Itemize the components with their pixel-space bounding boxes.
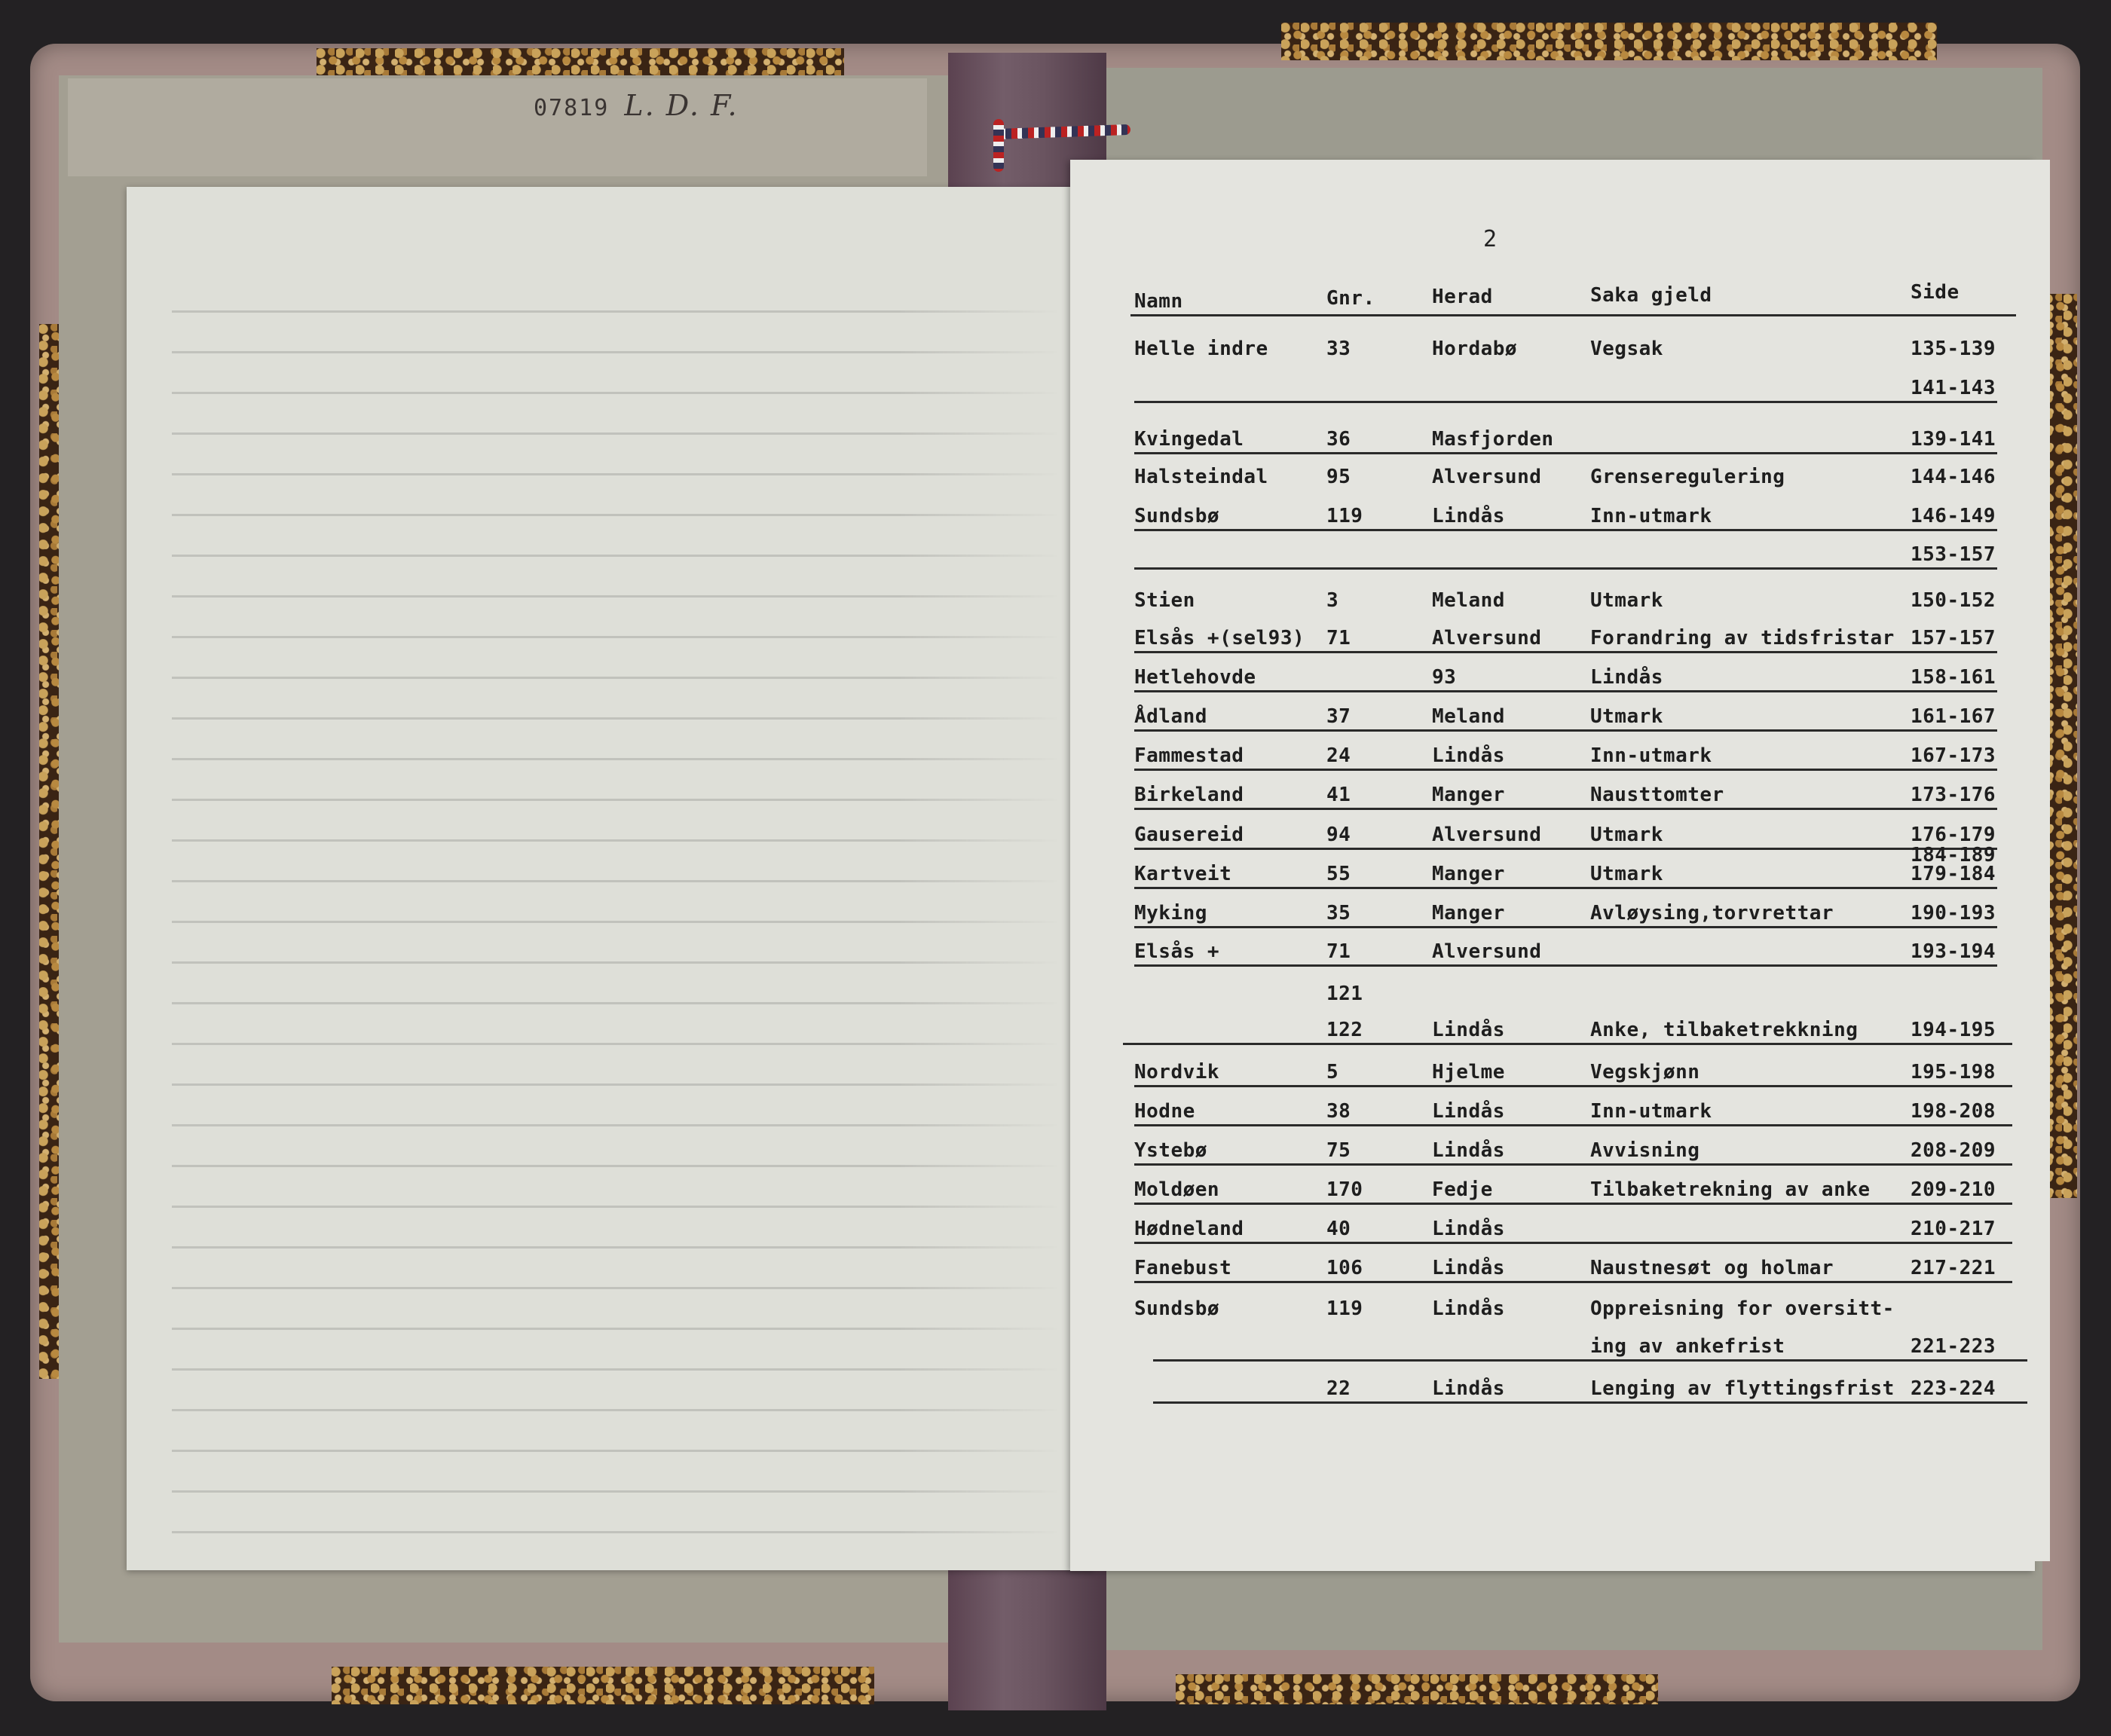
row-12-herad: Alversund bbox=[1432, 824, 1542, 846]
row-25-saka: Oppreisning for oversitt- bbox=[1590, 1297, 1895, 1320]
row-rule bbox=[1134, 769, 1997, 771]
marbled-edge-bottom-right bbox=[1176, 1674, 1658, 1704]
row-8-name: Hetlehovde bbox=[1134, 666, 1256, 689]
row-6-gnr: 3 bbox=[1326, 589, 1339, 612]
row-0-name: Helle indre bbox=[1134, 338, 1268, 360]
row-23-gnr: 40 bbox=[1326, 1218, 1351, 1240]
row-rule bbox=[1134, 452, 1997, 454]
row-19-herad: Hjelme bbox=[1432, 1061, 1505, 1083]
row-3-gnr: 95 bbox=[1326, 466, 1351, 488]
row-3-name: Halsteindal bbox=[1134, 466, 1268, 488]
row-23-herad: Lindås bbox=[1432, 1218, 1505, 1240]
marbled-edge-top-right bbox=[1281, 23, 1937, 60]
row-23-name: Hødneland bbox=[1134, 1218, 1244, 1240]
left-sheet bbox=[127, 187, 1093, 1570]
row-16-herad: Alversund bbox=[1432, 940, 1542, 963]
row-4-herad: Lindås bbox=[1432, 505, 1505, 527]
row-rule bbox=[1134, 1085, 2012, 1087]
row-27-saka: Lenging av flyttingsfrist bbox=[1590, 1377, 1895, 1400]
row-9-gnr: 37 bbox=[1326, 705, 1351, 728]
row-25-name: Sundsbø bbox=[1134, 1297, 1220, 1320]
row-10-gnr: 24 bbox=[1326, 744, 1351, 767]
row-rule bbox=[1134, 808, 1997, 810]
row-26-side: 221-223 bbox=[1911, 1335, 1996, 1358]
row-25-herad: Lindås bbox=[1432, 1297, 1505, 1320]
row-27-gnr: 22 bbox=[1326, 1377, 1351, 1400]
row-rule bbox=[1123, 1043, 2012, 1045]
row-6-herad: Meland bbox=[1432, 589, 1505, 612]
marbled-edge-bottom bbox=[332, 1667, 874, 1704]
row-rule bbox=[1134, 529, 1997, 531]
row-15-name: Myking bbox=[1134, 902, 1207, 925]
row-24-herad: Lindås bbox=[1432, 1257, 1505, 1279]
row-26-saka: ing av ankefrist bbox=[1590, 1335, 1785, 1358]
row-0-herad: Hordabø bbox=[1432, 338, 1518, 360]
header-name: Namn bbox=[1134, 290, 1183, 313]
row-rule bbox=[1134, 1203, 2012, 1205]
row-14-side: 179-184 bbox=[1911, 863, 1996, 885]
row-11-saka: Nausttomter bbox=[1590, 784, 1724, 806]
shelfmark-initials: L. D. F. bbox=[624, 89, 739, 122]
row-rule bbox=[1134, 926, 1997, 928]
row-4-side: 146-149 bbox=[1911, 505, 1996, 527]
row-10-name: Fammestad bbox=[1134, 744, 1244, 767]
row-rule bbox=[1134, 1163, 2012, 1166]
row-11-gnr: 41 bbox=[1326, 784, 1351, 806]
row-19-gnr: 5 bbox=[1326, 1061, 1339, 1083]
row-rule bbox=[1153, 1401, 2027, 1404]
row-20-side: 198-208 bbox=[1911, 1100, 1996, 1123]
row-19-saka: Vegskjønn bbox=[1590, 1061, 1700, 1083]
row-14-herad: Manger bbox=[1432, 863, 1505, 885]
row-22-saka: Tilbaketrekning av anke bbox=[1590, 1178, 1871, 1201]
row-17-gnr: 121 bbox=[1326, 983, 1363, 1005]
binding-cord-tail bbox=[993, 119, 1004, 172]
row-23-side: 210-217 bbox=[1911, 1218, 1996, 1240]
row-rule bbox=[1134, 964, 1997, 967]
row-18-herad: Lindås bbox=[1432, 1019, 1505, 1041]
row-6-saka: Utmark bbox=[1590, 589, 1663, 612]
row-7-side: 157-157 bbox=[1911, 627, 1996, 649]
row-5-side: 153-157 bbox=[1911, 543, 1996, 566]
row-1-side: 141-143 bbox=[1911, 377, 1996, 399]
row-7-gnr: 71 bbox=[1326, 627, 1351, 649]
row-20-name: Hodne bbox=[1134, 1100, 1195, 1123]
row-2-herad: Masfjorden bbox=[1432, 428, 1554, 451]
row-22-side: 209-210 bbox=[1911, 1178, 1996, 1201]
shelfmark bbox=[534, 89, 739, 122]
row-21-name: Ystebø bbox=[1134, 1139, 1207, 1162]
row-16-gnr: 71 bbox=[1326, 940, 1351, 963]
row-10-side: 167-173 bbox=[1911, 744, 1996, 767]
row-8-herad: 93 bbox=[1432, 666, 1457, 689]
row-9-saka: Utmark bbox=[1590, 705, 1663, 728]
row-16-name: Elsås + bbox=[1134, 940, 1220, 963]
row-3-herad: Alversund bbox=[1432, 466, 1542, 488]
row-11-name: Birkeland bbox=[1134, 784, 1244, 806]
row-15-herad: Manger bbox=[1432, 902, 1505, 925]
row-12-saka: Utmark bbox=[1590, 824, 1663, 846]
row-rule bbox=[1134, 651, 1997, 653]
shelfmark-label bbox=[68, 78, 927, 176]
row-25-gnr: 119 bbox=[1326, 1297, 1363, 1320]
row-6-name: Stien bbox=[1134, 589, 1195, 612]
header-gnr: Gnr. bbox=[1326, 287, 1375, 310]
row-24-saka: Naustnesøt og holmar bbox=[1590, 1257, 1834, 1279]
row-rule bbox=[1134, 729, 1997, 732]
row-rule bbox=[1134, 401, 1997, 403]
header-saka: Saka gjeld bbox=[1590, 284, 1712, 307]
row-19-name: Nordvik bbox=[1134, 1061, 1220, 1083]
row-0-gnr: 33 bbox=[1326, 338, 1351, 360]
row-14-saka: Utmark bbox=[1590, 863, 1663, 885]
row-13-side: 184-189 bbox=[1911, 844, 1996, 866]
row-6-side: 150-152 bbox=[1911, 589, 1996, 612]
row-rule bbox=[1134, 848, 1997, 850]
row-24-gnr: 106 bbox=[1326, 1257, 1363, 1279]
row-20-saka: Inn-utmark bbox=[1590, 1100, 1712, 1123]
row-7-name: Elsås +(sel93) bbox=[1134, 627, 1305, 649]
row-0-side: 135-139 bbox=[1911, 338, 1996, 360]
row-27-herad: Lindås bbox=[1432, 1377, 1505, 1400]
header-herad: Herad bbox=[1432, 286, 1493, 308]
bleed-through-text bbox=[172, 277, 1061, 1558]
row-8-side: 158-161 bbox=[1911, 666, 1996, 689]
row-21-saka: Avvisning bbox=[1590, 1139, 1700, 1162]
row-4-gnr: 119 bbox=[1326, 505, 1363, 527]
row-22-name: Moldøen bbox=[1134, 1178, 1220, 1201]
row-rule bbox=[1153, 1359, 2027, 1362]
row-12-name: Gausereid bbox=[1134, 824, 1244, 846]
row-4-name: Sundsbø bbox=[1134, 505, 1220, 527]
row-3-side: 144-146 bbox=[1911, 466, 1996, 488]
row-22-gnr: 170 bbox=[1326, 1178, 1363, 1201]
row-rule bbox=[1134, 1124, 2012, 1126]
row-9-herad: Meland bbox=[1432, 705, 1505, 728]
row-21-side: 208-209 bbox=[1911, 1139, 1996, 1162]
row-11-side: 173-176 bbox=[1911, 784, 1996, 806]
row-9-name: Ådland bbox=[1134, 705, 1207, 728]
row-12-side: 176-179 bbox=[1911, 824, 1996, 846]
row-2-side: 139-141 bbox=[1911, 428, 1996, 451]
row-15-gnr: 35 bbox=[1326, 902, 1351, 925]
row-rule bbox=[1134, 567, 1997, 570]
row-rule bbox=[1134, 1281, 2012, 1283]
header-rule bbox=[1130, 314, 2016, 316]
row-18-saka: Anke, tilbaketrekkning bbox=[1590, 1019, 1859, 1041]
row-3-saka: Grenseregulering bbox=[1590, 466, 1785, 488]
page-number: 2 bbox=[1483, 226, 1498, 252]
header-side: Side bbox=[1911, 281, 1960, 304]
row-10-herad: Lindås bbox=[1432, 744, 1505, 767]
shelfmark-number: 07819 bbox=[534, 95, 610, 121]
row-8-saka: Lindås bbox=[1590, 666, 1663, 689]
row-21-herad: Lindås bbox=[1432, 1139, 1505, 1162]
row-rule bbox=[1134, 690, 1997, 692]
row-11-herad: Manger bbox=[1432, 784, 1505, 806]
row-27-side: 223-224 bbox=[1911, 1377, 1996, 1400]
row-24-side: 217-221 bbox=[1911, 1257, 1996, 1279]
row-15-saka: Avløysing,torvrettar bbox=[1590, 902, 1834, 925]
row-18-side: 194-195 bbox=[1911, 1019, 1996, 1041]
row-2-name: Kvingedal bbox=[1134, 428, 1244, 451]
row-rule bbox=[1134, 1242, 2012, 1244]
row-19-side: 195-198 bbox=[1911, 1061, 1996, 1083]
row-4-saka: Inn-utmark bbox=[1590, 505, 1712, 527]
row-24-name: Fanebust bbox=[1134, 1257, 1232, 1279]
row-14-gnr: 55 bbox=[1326, 863, 1351, 885]
row-7-herad: Alversund bbox=[1432, 627, 1542, 649]
row-9-side: 161-167 bbox=[1911, 705, 1996, 728]
row-16-side: 193-194 bbox=[1911, 940, 1996, 963]
row-rule bbox=[1134, 887, 1997, 889]
row-21-gnr: 75 bbox=[1326, 1139, 1351, 1162]
row-18-gnr: 122 bbox=[1326, 1019, 1363, 1041]
row-12-gnr: 94 bbox=[1326, 824, 1351, 846]
row-2-gnr: 36 bbox=[1326, 428, 1351, 451]
row-14-name: Kartveit bbox=[1134, 863, 1232, 885]
row-15-side: 190-193 bbox=[1911, 902, 1996, 925]
row-10-saka: Inn-utmark bbox=[1590, 744, 1712, 767]
row-22-herad: Fedje bbox=[1432, 1178, 1493, 1201]
row-20-herad: Lindås bbox=[1432, 1100, 1505, 1123]
row-0-saka: Vegsak bbox=[1590, 338, 1663, 360]
row-20-gnr: 38 bbox=[1326, 1100, 1351, 1123]
row-7-saka: Forandring av tidsfristar bbox=[1590, 627, 1895, 649]
